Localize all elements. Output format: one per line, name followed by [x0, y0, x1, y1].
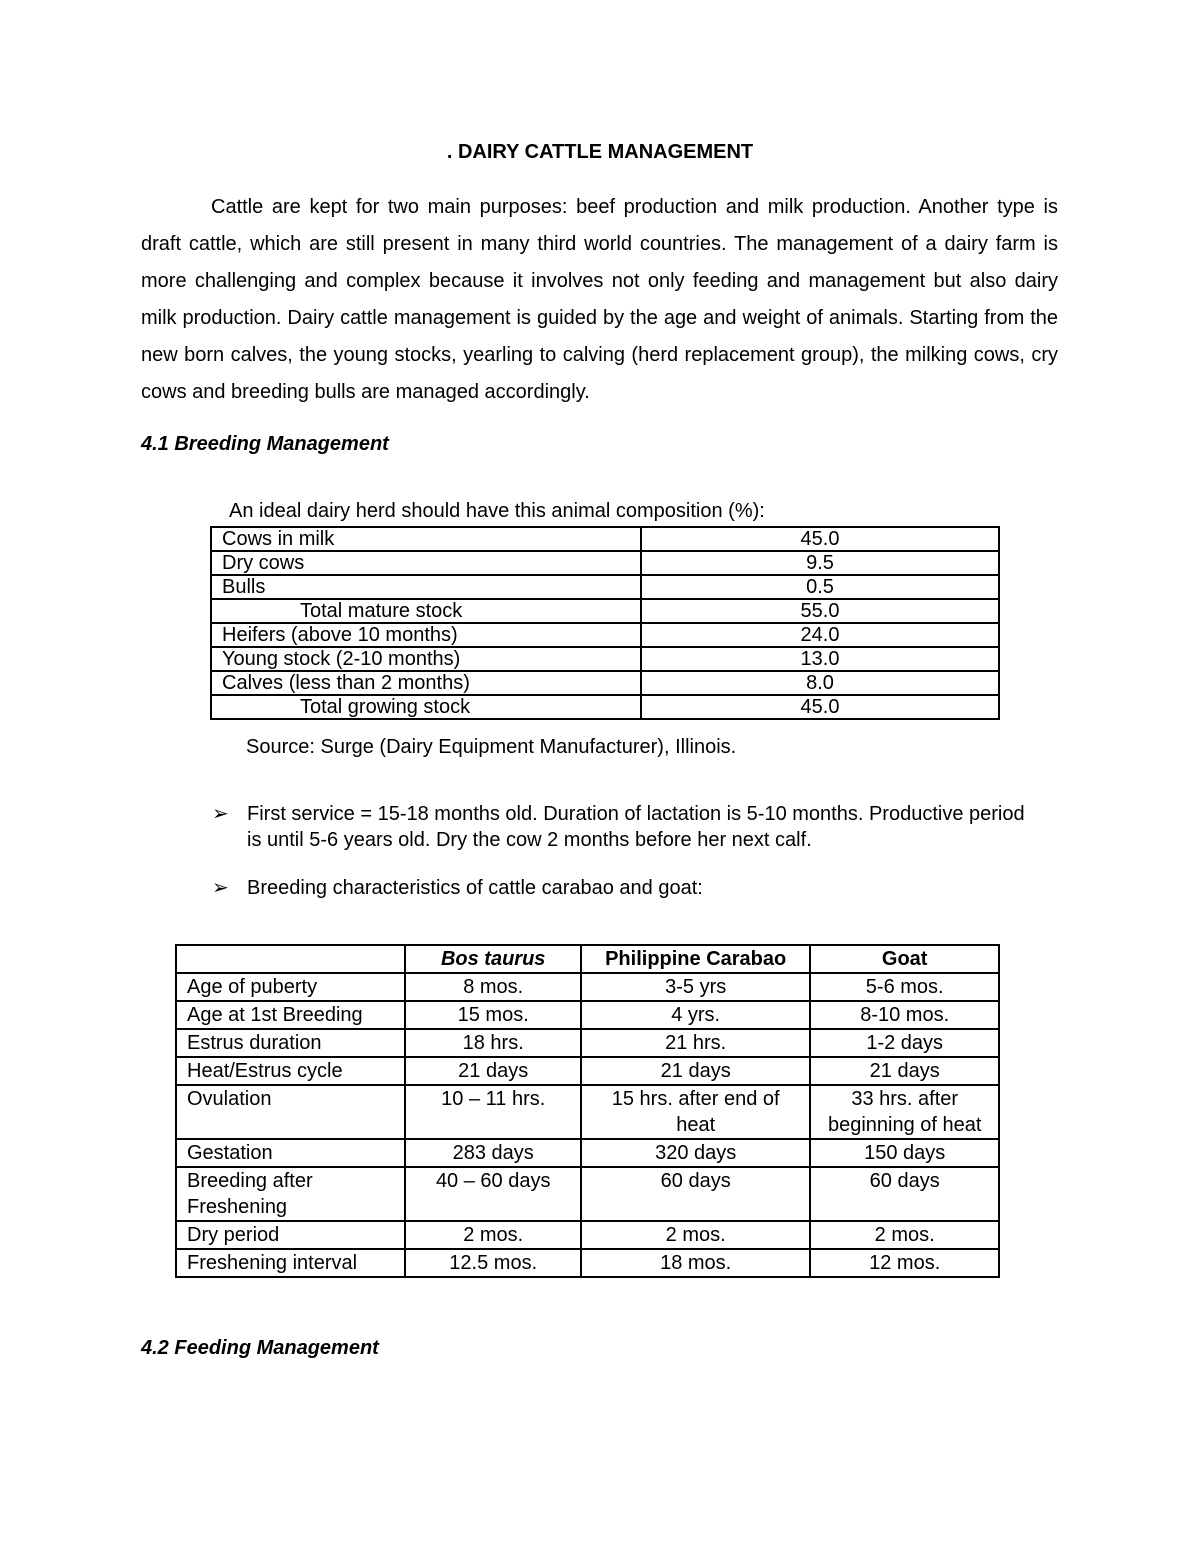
- table-row: [176, 1057, 999, 1085]
- table-row: [211, 599, 999, 623]
- intro-paragraph: Cattle are kept for two main purposes: beef production and milk production. Another type is draft cattle, which are still present in many third world countries. The management of a dairy farm is more challenging and complex because it involves not only feeding and management but also dairy milk production. Dairy cattle management is guided by the age and weight of animals. Starting from the new born calves, the young stocks, yearling to calving (herd replacement group), the milking cows, cry cows and breeding bulls are managed accordingly.: [141, 196, 1058, 403]
- composition-value: 9.5: [641, 551, 999, 575]
- composition-value: 45.0: [641, 527, 999, 551]
- arrow-bullet-icon: ➢: [212, 803, 229, 825]
- list-item: [212, 875, 1032, 901]
- composition-total-label: Total growing stock: [211, 695, 641, 719]
- table-row: [176, 1221, 999, 1249]
- table-cell: 2 mos.: [405, 1221, 581, 1249]
- table-cell: 21 days: [405, 1057, 581, 1085]
- row-label-cell: Freshening interval: [176, 1249, 405, 1277]
- table-cell: 18 hrs.: [405, 1029, 581, 1057]
- table-cell: 21 days: [810, 1057, 999, 1085]
- table-row: [211, 527, 999, 551]
- row-label-cell: Dry period: [176, 1221, 405, 1249]
- table-row: [176, 1085, 999, 1139]
- table-cell: 8 mos.: [405, 973, 581, 1001]
- table-cell: 12 mos.: [810, 1249, 999, 1277]
- table-row: [176, 1029, 999, 1057]
- table-row: [211, 695, 999, 719]
- table-cell: 12.5 mos.: [405, 1249, 581, 1277]
- row-label-cell: Age at 1st Breeding: [176, 1001, 405, 1029]
- table-cell: 150 days: [810, 1139, 999, 1167]
- breeding-characteristics-table: [175, 944, 1000, 1278]
- composition-value: 45.0: [641, 695, 999, 719]
- section-heading-feeding: 4.2 Feeding Management: [141, 1337, 379, 1359]
- table-row: [176, 1249, 999, 1277]
- composition-value: 8.0: [641, 671, 999, 695]
- table-cell: 8-10 mos.: [810, 1001, 999, 1029]
- table-row: [211, 647, 999, 671]
- column-header-bos-taurus: Bos taurus: [405, 945, 581, 973]
- composition-value: 55.0: [641, 599, 999, 623]
- table-row: [176, 1001, 999, 1029]
- table-cell: 10 – 11 hrs.: [405, 1085, 581, 1139]
- table-header-row: [176, 945, 999, 973]
- composition-value: 0.5: [641, 575, 999, 599]
- composition-label: Cows in milk: [211, 527, 641, 551]
- table-cell: 3-5 yrs: [581, 973, 810, 1001]
- bullet-list: [212, 801, 1032, 923]
- arrow-bullet-icon: ➢: [212, 877, 229, 899]
- composition-label: Calves (less than 2 months): [211, 671, 641, 695]
- table-cell: 18 mos.: [581, 1249, 810, 1277]
- herd-composition-table: [210, 526, 1000, 720]
- row-label-cell: Age of puberty: [176, 973, 405, 1001]
- table-cell: 320 days: [581, 1139, 810, 1167]
- composition-label: Young stock (2-10 months): [211, 647, 641, 671]
- composition-total-label: Total mature stock: [211, 599, 641, 623]
- composition-label: Bulls: [211, 575, 641, 599]
- composition-caption: An ideal dairy herd should have this animal composition (%):: [229, 500, 765, 522]
- document-title: . DAIRY CATTLE MANAGEMENT: [446, 141, 754, 163]
- table-row: [211, 575, 999, 599]
- column-header-carabao: Philippine Carabao: [581, 945, 810, 973]
- table-cell: 4 yrs.: [581, 1001, 810, 1029]
- table-row: [211, 671, 999, 695]
- bullet-text: Breeding characteristics of cattle carabao and goat:: [247, 877, 703, 899]
- row-label-cell: Ovulation: [176, 1085, 405, 1139]
- composition-value: 13.0: [641, 647, 999, 671]
- table-cell: 21 days: [581, 1057, 810, 1085]
- section-heading-breeding: 4.1 Breeding Management: [141, 433, 389, 455]
- table-row: [211, 623, 999, 647]
- table-row: [211, 551, 999, 575]
- table-cell: 15 hrs. after end of heat: [581, 1085, 810, 1139]
- column-header-blank: [176, 945, 405, 973]
- table-cell: 60 days: [810, 1167, 999, 1221]
- table-cell: 1-2 days: [810, 1029, 999, 1057]
- table-row: [176, 973, 999, 1001]
- table-cell: 15 mos.: [405, 1001, 581, 1029]
- table-cell: 40 – 60 days: [405, 1167, 581, 1221]
- table-cell: 2 mos.: [581, 1221, 810, 1249]
- column-header-goat: Goat: [810, 945, 999, 973]
- table-cell: 33 hrs. after beginning of heat: [810, 1085, 999, 1139]
- composition-label: Heifers (above 10 months): [211, 623, 641, 647]
- composition-value: 24.0: [641, 623, 999, 647]
- row-label-cell: Gestation: [176, 1139, 405, 1167]
- row-label-cell: Breeding after Freshening: [176, 1167, 405, 1221]
- source-note: Source: Surge (Dairy Equipment Manufacturer), Illinois.: [246, 736, 737, 758]
- table-row: [176, 1167, 999, 1221]
- row-label-cell: Estrus duration: [176, 1029, 405, 1057]
- list-item: [212, 801, 1032, 853]
- table-cell: 5-6 mos.: [810, 973, 999, 1001]
- table-cell: 2 mos.: [810, 1221, 999, 1249]
- table-cell: 60 days: [581, 1167, 810, 1221]
- table-cell: 21 hrs.: [581, 1029, 810, 1057]
- table-row: [176, 1139, 999, 1167]
- table-cell: 283 days: [405, 1139, 581, 1167]
- bullet-text: First service = 15-18 months old. Duration of lactation is 5-10 months. Productive period is until 5-6 years old. Dry the cow 2 months before her next calf.: [247, 803, 1025, 851]
- row-label-cell: Heat/Estrus cycle: [176, 1057, 405, 1085]
- composition-label: Dry cows: [211, 551, 641, 575]
